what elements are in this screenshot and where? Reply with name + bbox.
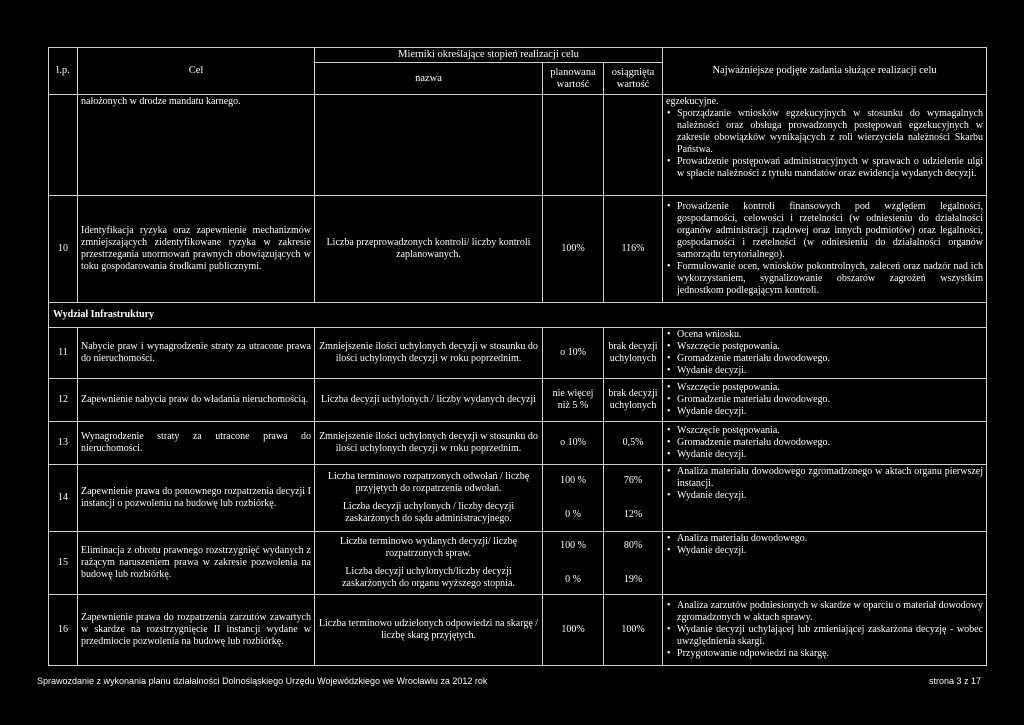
row10-nazwa: Liczba przeprowadzonych kontroli/ liczby kontroli zaplanowanych.	[315, 196, 543, 303]
row10-tasks	[663, 196, 987, 303]
row12-lp: 12	[49, 379, 78, 422]
row15-cel: Eliminacja z obrotu prawnego rozstrzygnięć wydanych z rażącym naruszeniem prawa w zakresie pozwolenia na budowę lub rozbiórkę.	[78, 532, 315, 595]
row11-cel: Nabycie praw i wynagrodzenie straty za utracone prawa do nieruchomości.	[78, 328, 315, 379]
list-item: • Wydanie decyzji.	[677, 365, 983, 377]
footer-page-number: strona 3 z 17	[929, 676, 982, 686]
header-planowana: planowana wartość	[543, 63, 604, 95]
list-item: • Ocena wniosku.	[677, 329, 983, 341]
row15-plan-1: 100 %	[560, 540, 586, 551]
row14-cel: Zapewnienie prawa do ponownego rozpatrzenia decyzji I instancji o pozwoleniu na budowę lub rozbiórkę.	[78, 465, 315, 532]
row12-cel: Zapewnienie nabycia praw do władania nieruchomością.	[78, 379, 315, 422]
row12-osiagnieta: brak decyzji uchylonych	[604, 379, 663, 422]
table-row	[49, 422, 987, 465]
row14-nazwa	[315, 465, 543, 532]
header-osiagnieta: osiągnięta wartość	[604, 63, 663, 95]
row-cont-task-intro: egzekucyjne.	[666, 96, 719, 107]
row-cont-cel: nałożonych w drodze mandatu karnego.	[78, 95, 315, 196]
row15-osiagnieta	[604, 532, 663, 595]
row11-tasks	[663, 328, 987, 379]
list-item: • Wszczęcie postępowania.	[677, 425, 983, 437]
row15-lp: 15	[49, 532, 78, 595]
list-item: • Wydanie decyzji.	[677, 449, 983, 461]
row16-planowana: 100%	[543, 595, 604, 666]
row-cont-tasks	[663, 95, 987, 196]
row-cont-lp	[49, 95, 78, 196]
row15-tasks	[663, 532, 987, 595]
row11-nazwa: Zmniejszenie ilości uchylonych decyzji w stosunku do ilości uchylonych decyzji w roku poprzednim.	[315, 328, 543, 379]
list-item: • Wydanie decyzji.	[677, 545, 983, 557]
table-row	[49, 328, 987, 379]
footer-report-title: Sprawozdanie z wykonania planu działalności Dolnośląskiego Urzędu Wojewódzkiego we Wrocławiu za 2012 rok	[37, 676, 488, 686]
row14-osi-2: 12%	[623, 509, 643, 520]
list-item: • Analiza materiału dowodowego zgromadzonego w aktach organu pierwszej instancji.	[677, 466, 983, 490]
list-item: • Przygotowanie odpowiedzi na skargę.	[677, 648, 983, 660]
row10-lp: 10	[49, 196, 78, 303]
row11-planowana: o 10%	[543, 328, 604, 379]
row15-nazwa-1: Liczba terminowo wydanych decyzji/ liczbę rozpatrzonych spraw.	[339, 536, 518, 559]
row14-osiagnieta	[604, 465, 663, 532]
row14-plan-2: 0 %	[565, 509, 581, 520]
row14-plan-1: 100 %	[560, 475, 586, 486]
row15-osi-1: 80%	[623, 540, 643, 551]
row10-planowana: 100%	[543, 196, 604, 303]
row-cont-task-list	[666, 108, 983, 180]
row12-tasks	[663, 379, 987, 422]
list-item: • Gromadzenie materiału dowodowego.	[677, 353, 983, 365]
section-title: Wydział Infrastruktury	[49, 303, 987, 328]
row15-nazwa	[315, 532, 543, 595]
row15-plan-2: 0 %	[565, 574, 581, 585]
header-zadania: Najważniejsze podjęte zadania służące realizacji celu	[663, 48, 987, 95]
row10-osiagnieta: 116%	[604, 196, 663, 303]
table-row	[49, 465, 987, 532]
list-item: • Formułowanie ocen, wniosków pokontrolnych, zaleceń oraz nadzór nad ich wykorzystaniem, sygnalizowanie obszarów zagrożeń wszystkim jednostkom podlegającym kontroli.	[677, 261, 983, 297]
row13-nazwa: Zmniejszenie ilości uchylonych decyzji w stosunku do ilości uchylonych decyzji w roku poprzednim.	[315, 422, 543, 465]
row14-nazwa-2: Liczba decyzji uchylonych / liczby decyzji zaskarżonych do sądu administracyjnego.	[342, 501, 515, 524]
section-row	[49, 303, 987, 328]
list-item: • Wszczęcie postępowania.	[677, 382, 983, 394]
goals-table	[48, 47, 987, 666]
row16-osiagnieta: 100%	[604, 595, 663, 666]
row15-planowana	[543, 532, 604, 595]
list-item: • Gromadzenie materiału dowodowego.	[677, 437, 983, 449]
header-lp: l.p.	[49, 48, 78, 95]
list-item: • Analiza zarzutów podniesionych w skardze w oparciu o materiał dowodowy zgromadzonych w aktach sprawy.	[677, 600, 983, 624]
row13-cel: Wynagrodzenie straty za utracone prawa do nieruchomości.	[78, 422, 315, 465]
row12-nazwa: Liczba decyzji uchylonych / liczby wydanych decyzji	[315, 379, 543, 422]
row14-lp: 14	[49, 465, 78, 532]
row10-cel: Identyfikacja ryzyka oraz zapewnienie mechanizmów zmniejszających zidentyfikowane ryzyka w zakresie przestrzegania unormowań prawnych obowiązujących w toku gospodarowania środkami publicznymi.	[78, 196, 315, 303]
row11-lp: 11	[49, 328, 78, 379]
list-item: • Wydanie decyzji uchylającej lub zmieniającej zaskarżona decyzję - wobec uwzględnienia skargi.	[677, 624, 983, 648]
list-item: • Wydanie decyzji.	[677, 406, 983, 418]
row13-lp: 13	[49, 422, 78, 465]
list-item: • Wydanie decyzji.	[677, 490, 983, 502]
list-item: • Prowadzenie kontroli finansowych pod względem legalności, gospodarności, celowości i rzetelności (w odniesieniu do działalności organów administracji rządowej oraz innych podmiotów) oraz legalności, gospodarności i rzetelności (w odniesieniu do działalności organów samorządu terytorialnego).	[677, 201, 983, 261]
row11-osiagnieta: brak decyzji uchylonych	[604, 328, 663, 379]
row12-planowana: nie więcej niż 5 %	[543, 379, 604, 422]
header-nazwa: nazwa	[315, 63, 543, 95]
table-row	[49, 379, 987, 422]
list-item: • Analiza materiału dowodowego.	[677, 533, 983, 545]
table-row	[49, 532, 987, 595]
table-row	[49, 95, 987, 196]
row15-osi-2: 19%	[623, 574, 643, 585]
row14-tasks	[663, 465, 987, 532]
row13-tasks	[663, 422, 987, 465]
list-item: • Wszczęcie postępowania.	[677, 341, 983, 353]
row16-tasks	[663, 595, 987, 666]
header-cel: Cel	[78, 48, 315, 95]
list-item: • Gromadzenie materiału dowodowego.	[677, 394, 983, 406]
row16-lp: 16	[49, 595, 78, 666]
row14-planowana	[543, 465, 604, 532]
row13-osiagnieta: 0,5%	[604, 422, 663, 465]
row16-cel: Zapewnienie prawa do rozpatrzenia zarzutów zawartych w skardze na rozstrzygnięcie II instancji wydane w przedmiocie pozwolenia na budowę lub rozbiórkę.	[78, 595, 315, 666]
row13-planowana: o 10%	[543, 422, 604, 465]
table-row	[49, 196, 987, 303]
list-item: • Sporządzanie wniosków egzekucyjnych w stosunku do wymagalnych należności oraz obsługa prowadzonych postępowań egzekucyjnych w zakresie obowiązków wynikających z roli wierzyciela należności Skarbu Państwa.	[677, 108, 983, 156]
row15-nazwa-2: Liczba decyzji uchylonych/liczby decyzji zaskarżonych do organu wyższego stopnia.	[342, 566, 515, 589]
row14-osi-1: 76%	[623, 475, 643, 486]
row14-nazwa-1: Liczba terminowo rozpatrzonych odwołań / liczbę przyjętych do rozpatrzenia odwołań.	[327, 471, 530, 494]
list-item: • Prowadzenie postępowań administracyjnych w sprawach o udzielenie ulgi w spłacie należności z tytułu mandatów oraz ewidencja wydanych decyzji.	[677, 156, 983, 180]
row16-nazwa: Liczba terminowo udzielonych odpowiedzi na skargę / liczbę skarg przyjętych.	[315, 595, 543, 666]
table-row	[49, 595, 987, 666]
header-mierniki: Mierniki określające stopień realizacji celu	[315, 48, 663, 63]
table-header-row	[49, 48, 987, 63]
